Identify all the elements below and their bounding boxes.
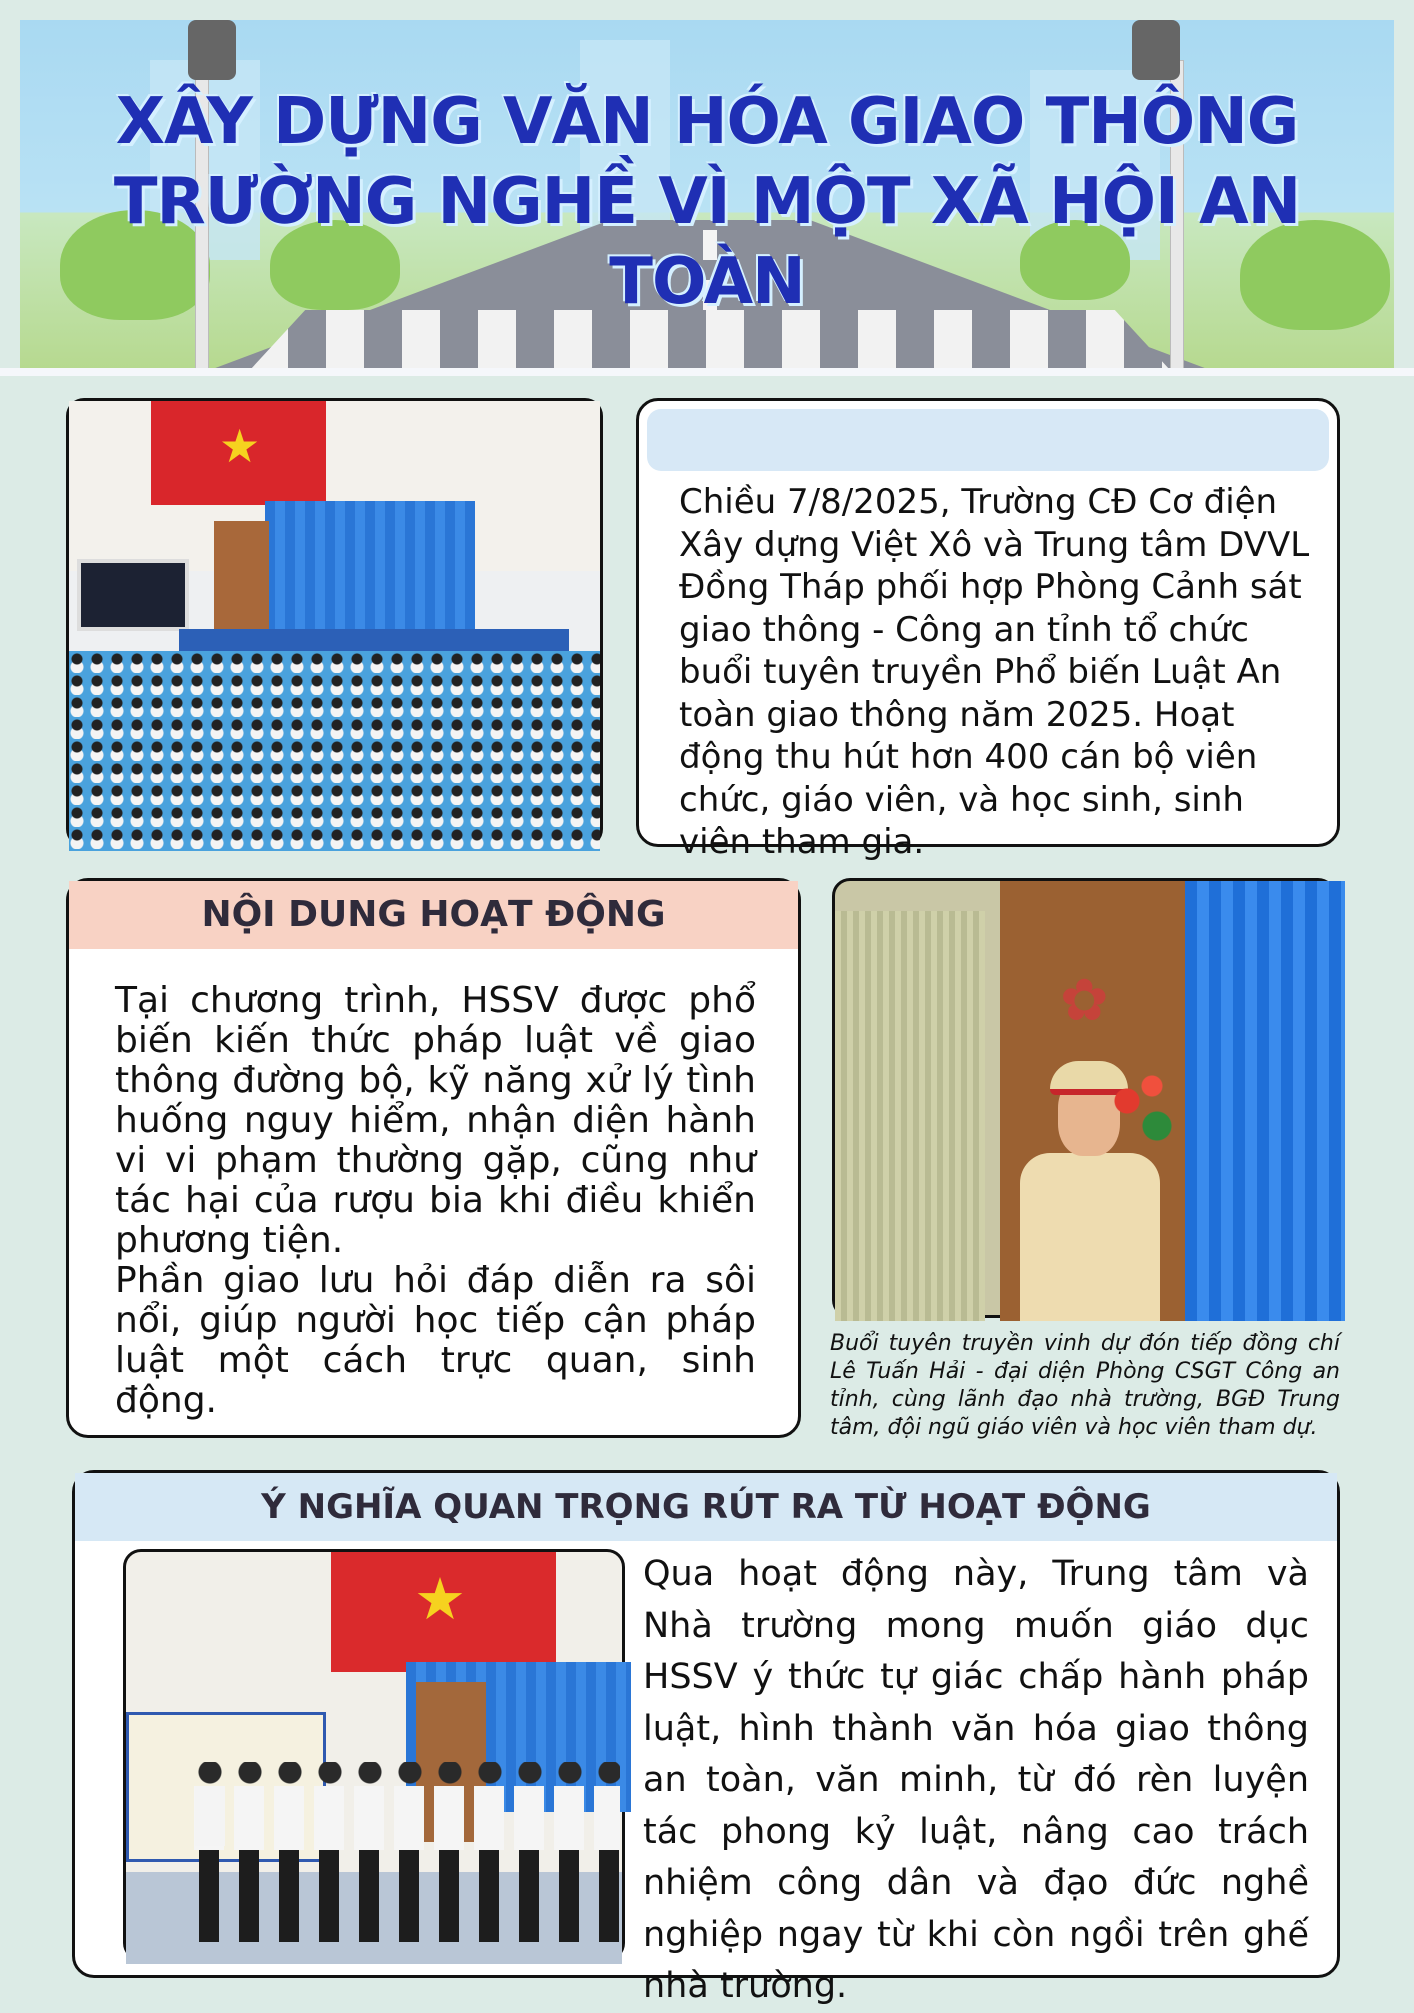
group-photo <box>123 1549 625 1961</box>
projector-screen <box>77 559 189 631</box>
intro-card-header <box>647 409 1329 471</box>
meaning-heading: Ý NGHĨA QUAN TRỌNG RÚT RA TỪ HOẠT ĐỘNG <box>75 1473 1337 1541</box>
activity-content-card <box>66 878 801 1438</box>
intro-card <box>636 398 1340 862</box>
meaning-text: Qua hoạt động này, Trung tâm và Nhà trường mong muốn giáo dục HSSV ý thức tự giác chấp hành pháp luật, hình thành văn hóa giao thông an toàn, văn minh, từ đó rèn luyện tác phong kỷ luật, nâng cao trách nhiệm công dân và đạo đức nghề nghiệp ngay từ khi còn ngồi trên ghế nhà trường. <box>643 1554 1309 2006</box>
divider <box>0 368 1414 376</box>
activity-content-paragraph: Tại chương trình, HSSV được phổ biến kiến thức pháp luật về giao thông đường bộ, kỹ năng xử lý tình huống nguy hiểm, nhận diện hành vi vi phạm thường gặp, cũng như tác hại của rượu bia khi điều khiển phương tiện. <box>115 980 756 1261</box>
lotus-icon: ✿ <box>1060 966 1109 1034</box>
officer-photo <box>832 878 1336 1318</box>
meaning-card <box>72 1470 1340 2006</box>
hall-photo <box>66 398 603 847</box>
audience-crowd <box>69 651 600 851</box>
flower-arrangement <box>1107 1071 1177 1161</box>
activity-content-body <box>115 981 756 1421</box>
officer-photo-caption: Buổi tuyên truyền vinh dự đón tiếp đồng chí Lê Tuấn Hải - đại diện Phòng CSGT Công an tỉnh, cùng lãnh đạo nhà trường, BGĐ Trung tâm, đội ngũ giáo viên và học viên tham dự. <box>830 1331 1340 1440</box>
page-title: XÂY DỰNG VĂN HÓA GIAO THÔNG TRƯỜNG NGHỀ VÌ MỘT XÃ HỘI AN TOÀN <box>113 85 1301 319</box>
activity-content-paragraph: Phần giao lưu hỏi đáp diễn ra sôi nổi, giúp người học tiếp cận pháp luật một cách trực quan, sinh động. <box>115 1260 756 1421</box>
intro-text: Chiều 7/8/2025, Trường CĐ Cơ điện Xây dựng Việt Xô và Trung tâm DVVL Đồng Tháp phối hợp Phòng Cảnh sát giao thông - Công an tỉnh tổ chức buổi tuyên truyền Phổ biến Luật An toàn giao thông năm 2025. Hoạt động thu hút hơn 400 cán bộ viên chức, giáo viên, và học sinh, sinh viên tham gia. <box>679 482 1310 862</box>
traffic-light-icon <box>188 20 236 80</box>
activity-content-heading: NỘI DUNG HOẠT ĐỘNG <box>69 881 798 949</box>
star-icon: ★ <box>414 1565 466 1633</box>
traffic-light-icon <box>1132 20 1180 80</box>
header-banner <box>20 20 1394 370</box>
star-icon: ★ <box>219 419 261 473</box>
group-of-students <box>190 1762 620 1942</box>
